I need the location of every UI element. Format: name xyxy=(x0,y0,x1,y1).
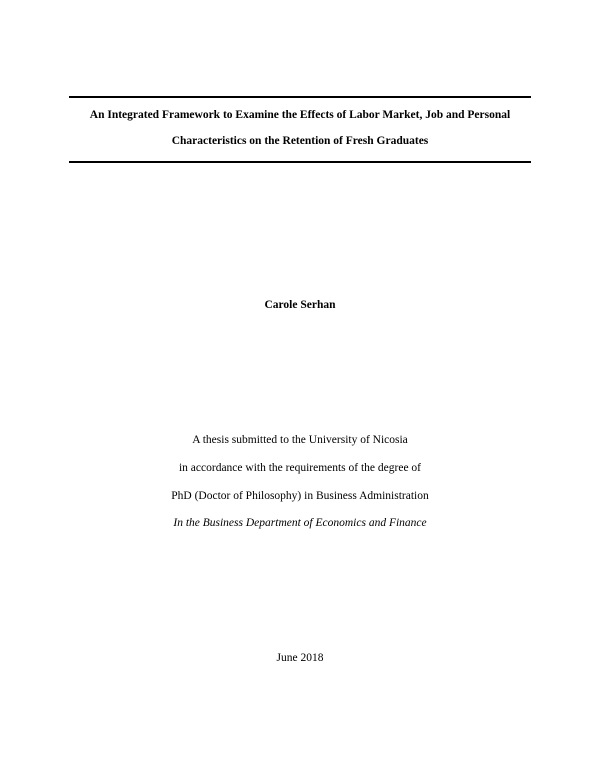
author-name: Carole Serhan xyxy=(264,299,336,311)
submission-statement-line-1: A thesis submitted to the University of Nicosia xyxy=(192,434,408,446)
thesis-title-line-1: An Integrated Framework to Examine the Effects of Labor Market, Job and Personal xyxy=(89,109,511,121)
degree-name: PhD (Doctor of Philosophy) in Business Administration xyxy=(171,490,429,502)
title-top-rule xyxy=(69,96,531,98)
department-name: In the Business Department of Economics and Finance xyxy=(173,517,427,529)
submission-statement-line-2: in accordance with the requirements of the degree of xyxy=(178,462,422,474)
thesis-title-line-2: Characteristics on the Retention of Fresh Graduates xyxy=(171,135,429,147)
submission-date: June 2018 xyxy=(276,652,324,664)
title-bottom-rule xyxy=(69,161,531,163)
